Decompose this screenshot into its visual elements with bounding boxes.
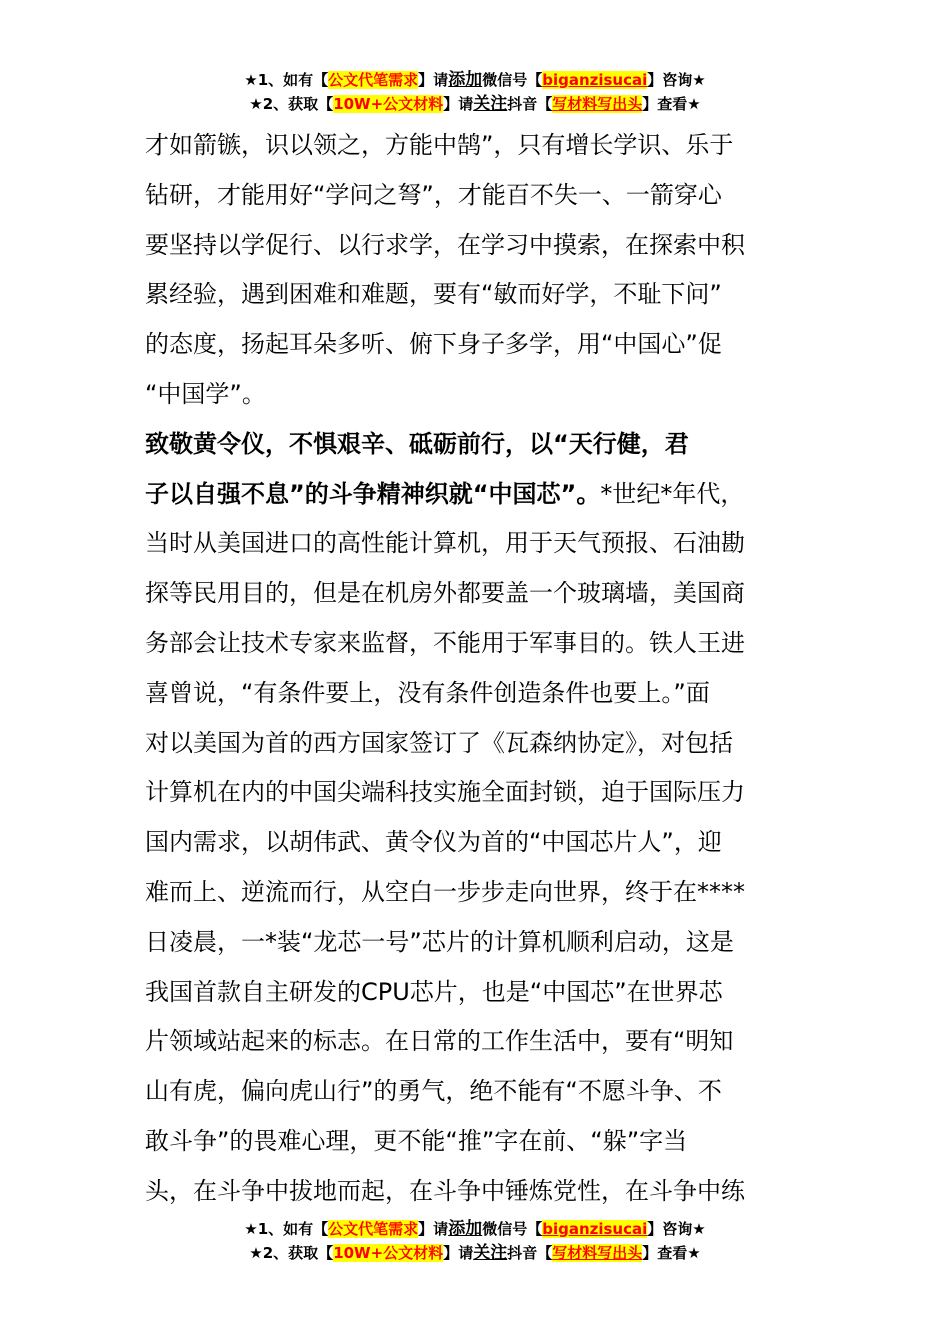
banner-text: 微信号【 (482, 71, 543, 89)
body-line: 的态度，扬起耳朵多听、俯下身子多学，用“中国心”促 (145, 330, 722, 359)
bottom-banner (0, 1217, 950, 1265)
highlight-materials: 10W+公文材料 (333, 95, 444, 113)
top-banner (0, 68, 950, 116)
body-line: 国内需求，以胡伟武、黄令仪为首的“中国芯片人”，迎 (145, 828, 722, 857)
highlight-ghostwriting: 公文代笔需求 (328, 71, 419, 89)
highlight-douyin-id: 写材料写出头 (552, 1244, 643, 1262)
body-line: 片领域站起来的标志。在日常的工作生活中，要有“明知 (145, 1027, 734, 1056)
banner-text: ★2、获取【 (249, 1244, 334, 1262)
banner-text: 】咨询★ (647, 1220, 706, 1238)
body-line: 当时从美国进口的高性能计算机，用于天气预报、石油勘 (145, 529, 745, 558)
body-line: 喜曾说，“有条件要上，没有条件创造条件也要上。”面 (145, 678, 710, 707)
body-line: 计算机在内的中国尖端科技实施全面封锁，迫于国际压力 (145, 778, 745, 807)
highlight-wechat-id: biganzisucai (542, 71, 648, 89)
document-body (97, 121, 817, 1217)
body-line: 探等民用目的，但是在机房外都要盖一个玻璃墙，美国商 (145, 579, 745, 608)
body-line: 要坚持以学促行、以行求学，在学习中摸索，在探索中积 (145, 230, 745, 259)
banner-text: 】请 (418, 1220, 449, 1238)
body-line: 累经验，遇到困难和难题，要有“敏而好学，不耻下问” (145, 280, 722, 309)
banner-text: 抖音【 (507, 1244, 553, 1262)
banner-text: 】请 (443, 1244, 474, 1262)
banner-text: 】查看★ (642, 95, 701, 113)
banner-text: 】请 (443, 95, 474, 113)
banner-line-1 (0, 1217, 950, 1241)
banner-text: 】查看★ (642, 1244, 701, 1262)
body-line: 日凌晨，一*装“龙芯一号”芯片的计算机顺利启动，这是 (145, 927, 734, 956)
section-heading-line-1: 致敬黄令仪，不惧艰辛、砥砺前行，以“天行健，君 (97, 429, 689, 458)
body-line: 才如箭镞，识以领之，方能中鹄”，只有增长学识、乐于 (145, 131, 734, 159)
banner-text: ★1、如有【 (244, 71, 329, 89)
body-line: 务部会让技术专家来监督，不能用于军事目的。铁人王进 (145, 628, 745, 657)
highlight-ghostwriting: 公文代笔需求 (328, 1220, 419, 1238)
body-line: 对以美国为首的西方国家签订了《瓦森纳协定》，对包括 (145, 728, 733, 757)
banner-line-2 (0, 1241, 950, 1265)
highlight-materials: 10W+公文材料 (333, 1244, 444, 1262)
body-line: 钻研，才能用好“学问之弩”，才能百不失一、一箭穿心 (145, 180, 722, 209)
body-line: 头，在斗争中拔地而起，在斗争中锤炼党性，在斗争中练 (145, 1176, 745, 1205)
banner-line-1 (0, 68, 950, 92)
banner-line-2 (0, 92, 950, 116)
banner-emphasis: 添加 (448, 1219, 483, 1239)
banner-text: 】请 (418, 71, 449, 89)
body-line: 我国首款自主研发的CPU芯片，也是“中国芯”在世界芯 (145, 977, 723, 1006)
section-heading-bold: 子以自强不息”的斗争精神织就“中国芯”。 (145, 479, 601, 508)
body-text: *世纪*年代， (600, 479, 745, 508)
body-line: “中国学”。 (145, 379, 266, 408)
banner-emphasis: 添加 (448, 70, 483, 90)
banner-emphasis: 关注 (473, 94, 508, 114)
body-line: 敢斗争”的畏难心理，更不能“推”字在前、“躲”字当 (145, 1126, 688, 1155)
highlight-douyin-id: 写材料写出头 (552, 95, 643, 113)
banner-emphasis: 关注 (473, 1243, 508, 1263)
highlight-wechat-id: biganzisucai (542, 1220, 648, 1238)
section-heading-line-2 (145, 470, 817, 520)
banner-text: 微信号【 (482, 1220, 543, 1238)
body-line: 难而上、逆流而行，从空白一步步走向世界，终于在**** (145, 877, 745, 906)
banner-text: 抖音【 (507, 95, 553, 113)
banner-text: 】咨询★ (647, 71, 706, 89)
banner-text: ★2、获取【 (249, 95, 334, 113)
body-line: 山有虎，偏向虎山行”的勇气，绝不能有“不愿斗争、不 (145, 1077, 722, 1106)
banner-text: ★1、如有【 (244, 1220, 329, 1238)
